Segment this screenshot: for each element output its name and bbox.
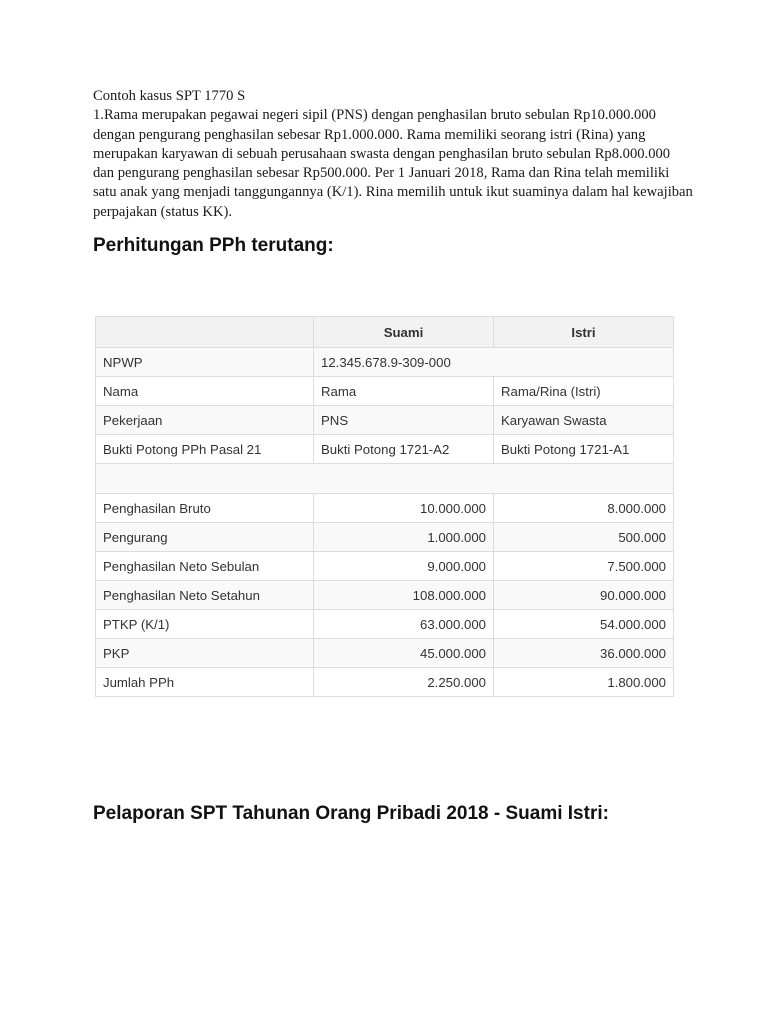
istri-cell: 7.500.000 — [494, 552, 674, 581]
istri-cell: Karyawan Swasta — [494, 406, 674, 435]
table-row — [96, 523, 674, 552]
table-row — [96, 494, 674, 523]
table-row — [96, 668, 674, 697]
istri-cell: 500.000 — [494, 523, 674, 552]
istri-cell: 1.800.000 — [494, 668, 674, 697]
header-istri: Istri — [494, 317, 674, 348]
intro-title: Contoh kasus SPT 1770 S — [93, 88, 246, 104]
istri-cell: 8.000.000 — [494, 494, 674, 523]
npwp-value: 12.345.678.9-309-000 — [314, 348, 674, 377]
suami-cell: Bukti Potong 1721-A2 — [314, 435, 494, 464]
header-blank — [96, 317, 314, 348]
suami-cell: 63.000.000 — [314, 610, 494, 639]
istri-cell: Rama/Rina (Istri) — [494, 377, 674, 406]
suami-cell: 2.250.000 — [314, 668, 494, 697]
table-row — [96, 581, 674, 610]
table-row — [96, 406, 674, 435]
row-label: Nama — [96, 377, 314, 406]
istri-cell: 36.000.000 — [494, 639, 674, 668]
row-label: Penghasilan Neto Setahun — [96, 581, 314, 610]
spacer-cell — [96, 464, 674, 494]
table-row-npwp — [96, 348, 674, 377]
intro-text — [93, 87, 693, 222]
suami-cell: Rama — [314, 377, 494, 406]
table-spacer-row — [96, 464, 674, 494]
row-label: Pekerjaan — [96, 406, 314, 435]
suami-cell: PNS — [314, 406, 494, 435]
row-label: Bukti Potong PPh Pasal 21 — [96, 435, 314, 464]
table-row — [96, 377, 674, 406]
suami-cell: 9.000.000 — [314, 552, 494, 581]
istri-cell: Bukti Potong 1721-A1 — [494, 435, 674, 464]
pph-calculation-table — [95, 316, 674, 697]
calc-heading: Perhitungan PPh terutang: — [93, 235, 334, 256]
table-header-row — [96, 317, 674, 348]
row-label: Penghasilan Bruto — [96, 494, 314, 523]
table-row — [96, 639, 674, 668]
suami-cell: 10.000.000 — [314, 494, 494, 523]
table-row — [96, 552, 674, 581]
istri-cell: 90.000.000 — [494, 581, 674, 610]
header-suami: Suami — [314, 317, 494, 348]
row-label: Penghasilan Neto Sebulan — [96, 552, 314, 581]
suami-cell: 108.000.000 — [314, 581, 494, 610]
row-label: Pengurang — [96, 523, 314, 552]
table-row — [96, 435, 674, 464]
istri-cell: 54.000.000 — [494, 610, 674, 639]
row-label: PTKP (K/1) — [96, 610, 314, 639]
table-row — [96, 610, 674, 639]
report-heading: Pelaporan SPT Tahunan Orang Pribadi 2018 - Suami Istri: — [93, 803, 609, 824]
intro-body: 1.Rama merupakan pegawai negeri sipil (PNS) dengan penghasilan bruto sebulan Rp10.000.000 dengan pengurang penghasilan sebesar Rp1.000.000. Rama memiliki seorang istri (Rina) yang merupakan karyawan di sebuah perusahaan swasta dengan penghasilan bruto sebulan Rp8.000.000 dan pengurang penghasilan sebesar Rp500.000. Per 1 Januari 2018, Rama dan Rina telah memiliki satu anak yang menjadi tanggungannya (K/1). Rina memilih untuk ikut suaminya dalam hal kewajiban perpajakan (status KK). — [93, 107, 693, 220]
suami-cell: 45.000.000 — [314, 639, 494, 668]
suami-cell: 1.000.000 — [314, 523, 494, 552]
row-label: NPWP — [96, 348, 314, 377]
row-label: PKP — [96, 639, 314, 668]
row-label: Jumlah PPh — [96, 668, 314, 697]
